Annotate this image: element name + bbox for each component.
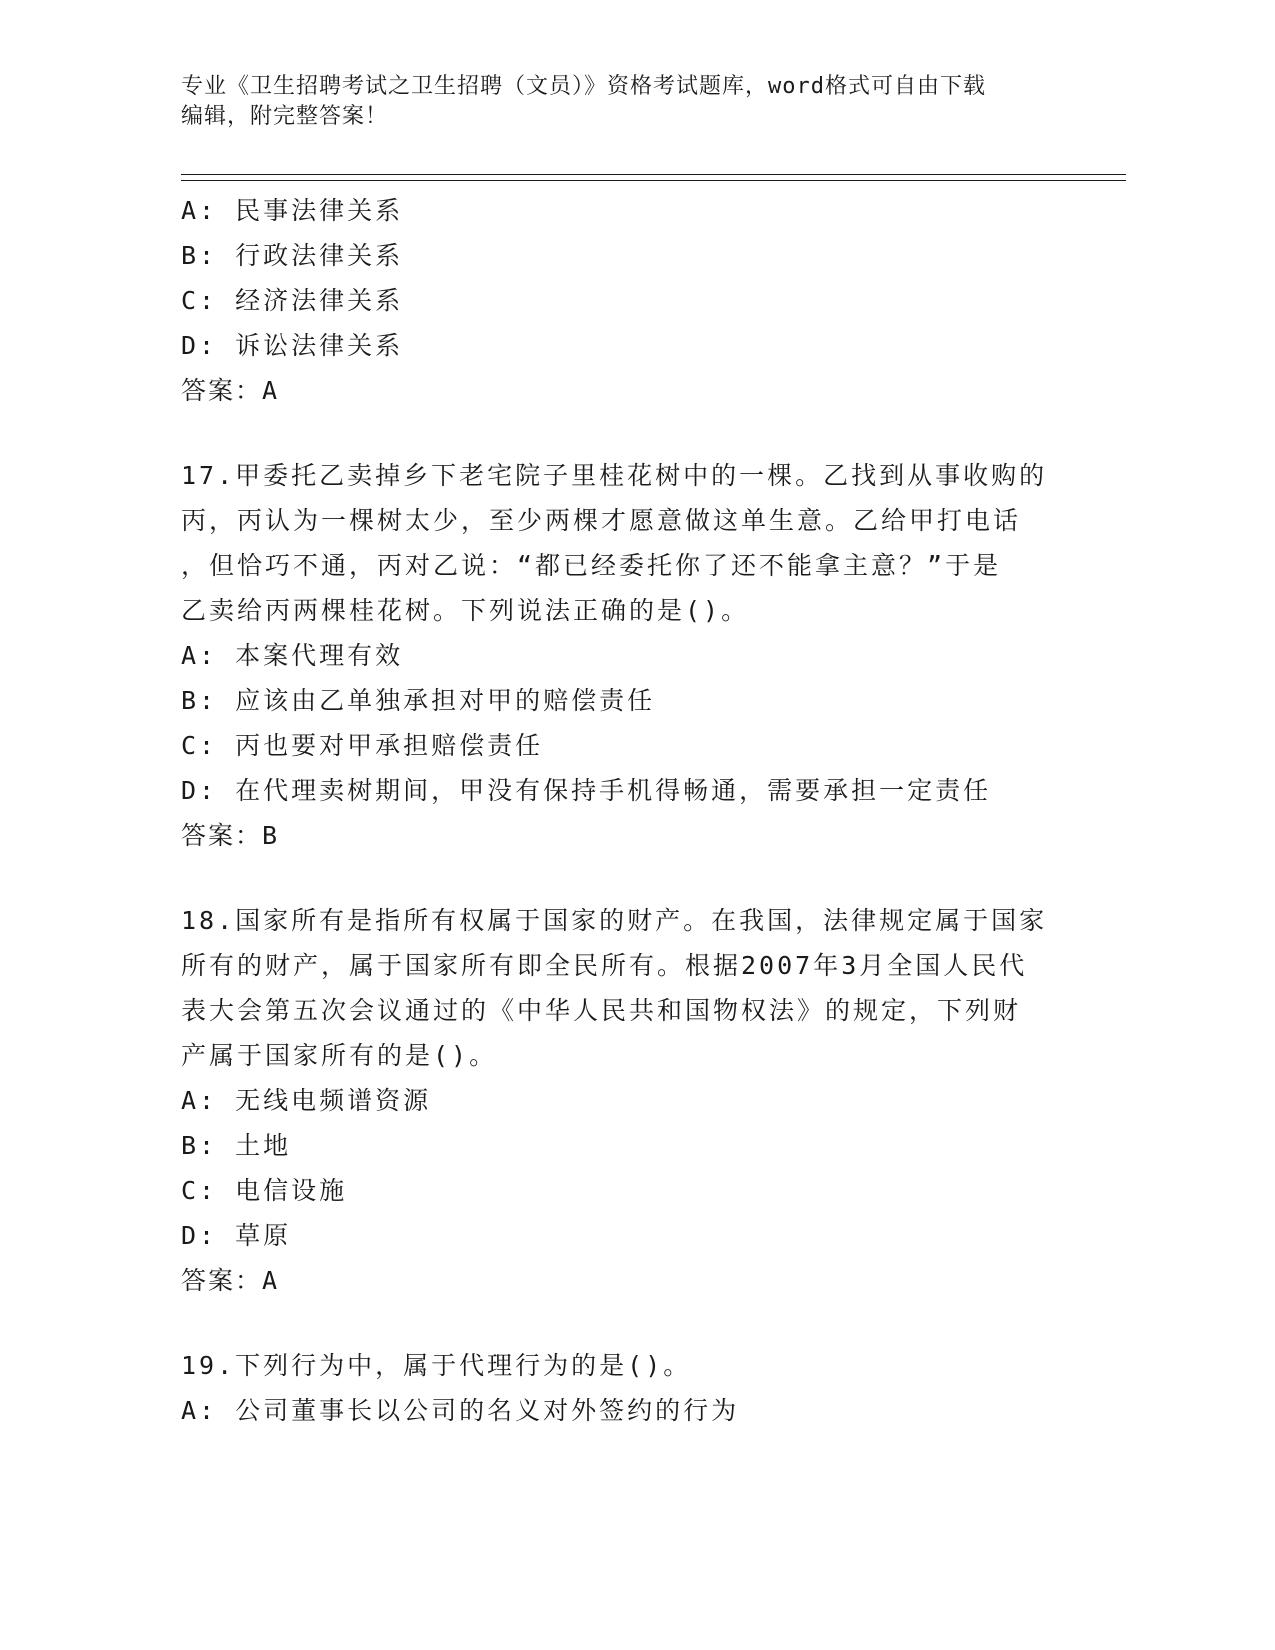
option-c: C: 丙也要对甲承担赔偿责任	[181, 731, 544, 760]
option-b: B: 土地	[181, 1131, 292, 1160]
header-divider-top	[181, 174, 1126, 175]
option-a: A: 公司董事长以公司的名义对外签约的行为	[181, 1396, 740, 1425]
option-c: C: 电信设施	[181, 1176, 348, 1205]
answer: 答案：B	[181, 821, 280, 850]
question-stem-line: 17.甲委托乙卖掉乡下老宅院子里桂花树中的一棵。乙找到从事收购的	[181, 461, 1048, 490]
question-stem-line: 所有的财产，属于国家所有即全民所有。根据2007年3月全国人民代	[181, 951, 1028, 980]
option-b: B: 行政法律关系	[181, 241, 404, 270]
question-stem-line: 19.下列行为中，属于代理行为的是()。	[181, 1351, 692, 1380]
document-header	[181, 72, 1041, 132]
question-19	[181, 1343, 1081, 1433]
question-16	[181, 188, 1081, 413]
option-d: D: 草原	[181, 1221, 292, 1250]
header-line-1: 专业《卫生招聘考试之卫生招聘（文员）》资格考试题库，word格式可自由下载	[181, 74, 986, 99]
question-stem-line: 丙，丙认为一棵树太少，至少两棵才愿意做这单生意。乙给甲打电话	[181, 506, 1022, 535]
option-b: B: 应该由乙单独承担对甲的赔偿责任	[181, 686, 656, 715]
question-stem-line: 产属于国家所有的是()。	[181, 1041, 498, 1070]
option-d: D: 在代理卖树期间，甲没有保持手机得畅通，需要承担一定责任	[181, 776, 992, 805]
question-stem-line: 表大会第五次会议通过的《中华人民共和国物权法》的规定，下列财	[181, 996, 1022, 1025]
option-a: A: 本案代理有效	[181, 641, 404, 670]
question-18	[181, 898, 1081, 1303]
answer: 答案：A	[181, 1266, 280, 1295]
question-stem-line: ，但恰巧不通，丙对乙说：“都已经委托你了还不能拿主意？”于是	[181, 551, 1002, 580]
header-line-2: 编辑，附完整答案！	[181, 104, 389, 129]
header-divider-bottom	[181, 180, 1126, 181]
option-c: C: 经济法律关系	[181, 286, 404, 315]
question-17	[181, 453, 1081, 858]
option-a: A: 民事法律关系	[181, 196, 404, 225]
question-content	[181, 188, 1081, 1433]
option-d: D: 诉讼法律关系	[181, 331, 404, 360]
answer: 答案：A	[181, 376, 280, 405]
question-stem-line: 乙卖给丙两棵桂花树。下列说法正确的是()。	[181, 596, 750, 625]
option-a: A: 无线电频谱资源	[181, 1086, 432, 1115]
question-stem-line: 18.国家所有是指所有权属于国家的财产。在我国，法律规定属于国家	[181, 906, 1048, 935]
